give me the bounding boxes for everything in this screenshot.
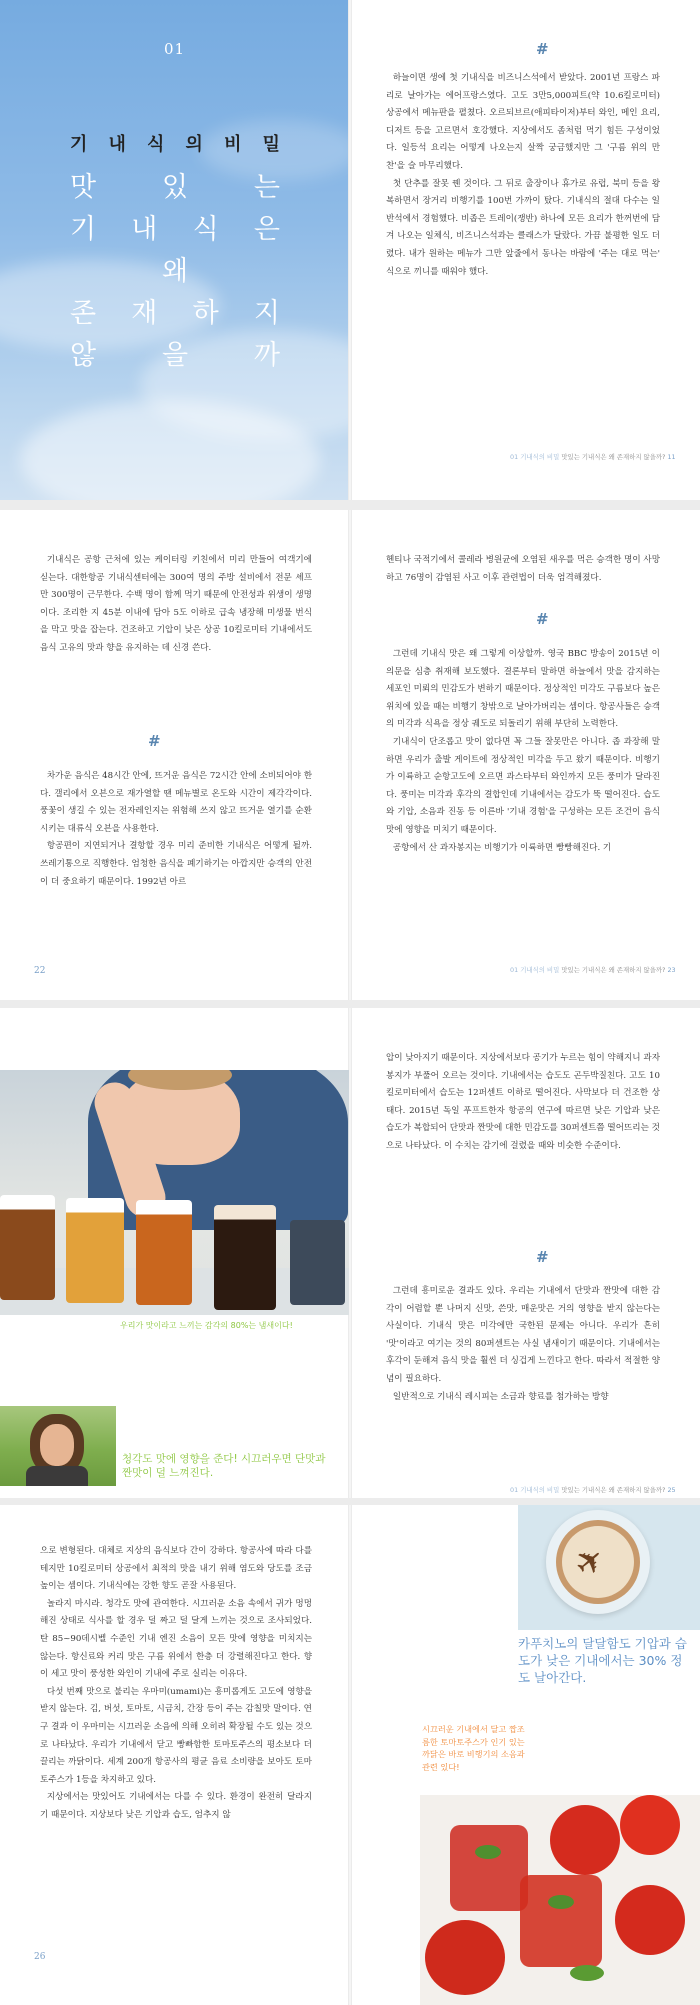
callout-tomato-juice: 시끄러운 기내에서 달고 짭조름한 토마토주스가 인기 있는 까닭은 바로 비행기의 소음과 관련 있다! (422, 1724, 525, 1772)
chapter-title-line: 존 재 하 지 (70, 298, 280, 329)
callout-cappuccino: 카푸치노의 달달함도 기압과 습도가 낮은 기내에서는 30% 정도 날아간다. (518, 1636, 687, 1685)
woman-covering-ears-photo (0, 1406, 116, 1486)
spread-4 (0, 1505, 700, 2005)
section-mark: # (536, 1248, 549, 1266)
photo-caption: 우리가 맛이라고 느끼는 감각의 80%는 냄새이다! (120, 1321, 293, 1330)
body-text: 그런데 흥미로운 결과도 있다. 우리는 기내에서 단맛과 짠맛에 대한 감각이 어렴할 뿐 나머지 신맛, 쓴맛, 매운맛은 거의 영향을 받지 않는다는 사실이다. 기내식 맛은 미각에만 국한된 문제는 아니다. 우리가 흔히 '맛'이라고 여기는 것의 80퍼센트는 사실 냄새이기 때문이다. 기내에서는 후각이 둔해져 음식 맛을 훨씬 더 싱겁게 느낀다고 한다. 따라서 적절한 양념이 필요하다. 일반적으로 기내식 레시피는 소금과 향료를 첨가하는 방향 (386, 1286, 660, 1402)
section-mark: # (148, 732, 161, 750)
running-footer: 01 기내식의 비밀 맛있는 기내식은 왜 존재하지 않을까? 25 (510, 1486, 676, 1494)
chapter-title-line: 기 내 식 은 (70, 214, 280, 245)
book-gutter (348, 1505, 352, 2005)
section-mark: # (536, 610, 549, 628)
beer-glass-orange (136, 1200, 192, 1305)
body-text: 압이 낮아지기 때문이다. 지상에서보다 공기가 누르는 힘이 약해지니 과자봉지가 부풀어 오르는 것이다. 기내에서는 습도도 곤두박질친다. 고도 10킬로미터에서 습도는 12퍼센트 이하로 떨어진다. 사막보다 더 건조한 상태다. 2015년 독일 푸프트한자 항공의 연구에 따르면 낮은 기압과 낮은 습도가 복합되어 단맛과 짠맛에 대한 민감도를 30퍼센트쯤 떨어뜨리는 것으로 나타났다. 이 수치는 감기에 걸렸을 때와 비슷한 수준이다. (386, 1053, 660, 1151)
tomato-juice-photo (420, 1795, 700, 2005)
body-text: 차가운 음식은 48시간 안에, 뜨거운 음식은 72시간 안에 소비되어야 한다. 갤리에서 오븐으로 재가열할 땐 메뉴별로 온도와 시간이 제각각이다. 풍꽃이 생길 수 있는 전자레인지는 위험해 쓰지 않고 뜨거운 열기를 순환시키는 대류식 오븐을 사용한다. 항공편이 지연되거나 결항할 경우 미리 준비한 기내식은 어떻게 될까. 쓰레기통으로 직행한다. 엄청한 음식을 폐기하기는 아깝지만 승객의 안전이 더 중요하기 때문이다. 1992년 아르 (40, 771, 312, 887)
pull-quote: 청각도 맛에 영향을 준다! 시끄러우면 단맛과 짠맛이 덜 느껴진다. (122, 1453, 326, 1479)
beer-glass-pale (66, 1198, 124, 1303)
chapter-title-line: 맛 있 는 (70, 172, 280, 203)
body-text: 기내식은 공항 근처에 있는 케이터링 키친에서 미리 만들어 여객기에 싣는다. 대한항공 기내식센터에는 300여 명의 주방 설비에서 전문 셰프만 300명이 근무한다. 수백 명이 함께 먹기 때문에 안전성과 위생이 생명이다. 조리한 지 45분 이내에 담아 5도 이하로 급속 냉장해 미생물 번식을 막고 맛을 잡는다. 건조하고 기압이 낮은 상공 10킬로미터 기내에서도 음식 고유의 맛과 향을 유지하는 데 신경 쓴다. (40, 555, 312, 653)
body-text: 으로 변형된다. 대체로 지상의 음식보다 간이 강하다. 항공사에 따라 다를 테지만 10킬로미터 상공에서 최적의 맛을 내기 위해 염도와 당도를 조금 높이는 셈이다. 기내식에는 강한 향도 곧잘 사용된다. 놀라지 마시라. 청각도 맛에 관여한다. 시끄러운 소음 속에서 귀가 멍멍해진 상태로 식사를 할 경우 덜 짜고 덜 달게 느끼는 것으로 조사되었다. 탄 85~90데시벨 수준인 기내 엔진 소음이 모든 맛에 영향을 미치지는 않는다. 항신료와 커리 맛은 구름 위에서 한층 더 강렬해진다고 한다. 향이 세고 맛이 풍성한 와인이 기내에 주로 실리는 이유다. 다섯 번째 맛으로 불리는 우마미(umami)는 흥미롭게도 고도에 영향을 받지 않는다. 김, 버섯, 토마토, 시금치, 간장 등이 주는 감칠맛 말이다. 연구 결과 이 우마미는 시끄러운 소음에 의해 오히려 확장될 수도 있는 것으로 나타났다. 우리가 기내에서 닫고 빵빠함한 토마토주스의 평소보다 더 끌리는 까닭이다. 세계 200개 항공사의 평균 음료 소비량을 보아도 토마토주스가 1등을 차지하고 있다. 지상에서는 맛있어도 기내에서는 다를 수 있다. 환경이 완전히 달라지기 때문이다. 지상보다 낮은 기압과 습도, 엄추지 않 (40, 1546, 312, 1820)
chapter-title-line: 왜 (161, 256, 189, 287)
chapter-number: 01 (163, 40, 186, 58)
spread-2 (0, 510, 700, 1000)
body-text: 하늘이면 생에 첫 기내식을 비즈니스석에서 받았다. 2001년 프랑스 파리로 날아가는 에어프랑스였다. 고도 3만5,000피트(약 10.6킬로미터) 상공에서 메뉴판을 펼쳤다. 오르되브르(애피타이저)부터 와인, 메인 요리, 디저트 등을 고르면서 호강했다. 지상에서도 좀처럼 먹기 힘든 구성이었다. 일등석 요리는 어떻게 나오는지 살짝 궁금했지만 그 '구름 위의 만찬'을 슬 마무리했다. 첫 단추를 잘못 꿴 것이다. 그 뒤로 출장이나 휴가로 유럽, 북미 등을 왕복하면서 장거리 비행기를 100번 가까이 탔다. 기내식의 절대 다수는 일반석에서 경험했다. 비좁은 트레이(쟁반) 하나에 모든 요리가 한꺼번에 담겨 나오는 일체식, 비즈니스석과는 클래스가 달랐다. 가끔 불평한 일도 더렸다. 내가 원하는 메뉴가 그만 앞줄에서 동나는 바람에 '주는 대로 먹는' 식으로 끼니를 때워야 했다. (386, 73, 660, 277)
body-text: 헨티나 국적기에서 콜레라 병원균에 오염된 새우를 먹은 승객한 명이 사망하고 76명이 감염된 사고 이후 관련법이 더욱 엄격해졌다. (386, 555, 660, 583)
cappuccino-photo (518, 1505, 700, 1630)
beer-tasting-photo (0, 1070, 349, 1315)
page-number: 26 (34, 1952, 46, 1962)
body-text: 그런데 기내식 맛은 왜 그렇게 이상할까. 영국 BBC 방송이 2015년 이 의문을 심층 취재해 보도했다. 결론부터 말하면 하늘에서 맛을 감지하는 세포인 미뢰의 민감도가 변하기 때문이다. 정상적인 미각도 구름보다 높은 위치에 있을 때는 비행기 창밖으로 날아가버리는 셈이다. 항공사들은 승객의 미각과 식욕을 정상 궤도로 되돌리기 위해 부단히 노력한다. 기내식이 단조롭고 맛이 없다면 꼭 그들 잘못만은 아니다. 좁 과장해 말하면 우리가 출발 게이트에 정상적인 미각을 두고 왔기 때문이다. 비행기가 이륙하고 순항고도에 오르면 과스타부터 와인까지 모든 풍미가 달라진다. 풍미는 미각과 후각의 결합인데 기내에서는 감도가 뚝 떨어진다. 습도와 기압, 소음과 진동 등 이른바 '기내 경험'을 구성하는 모든 조건이 음식 맛에 영향을 미치기 때문이다. 공항에서 산 과자봉지는 비행기가 이륙하면 빵빵해진다. 기 (386, 649, 660, 853)
running-footer: 01 기내식의 비밀 맛있는 기내식은 왜 존재하지 않을까? 23 (510, 966, 676, 974)
section-mark: # (536, 40, 549, 58)
beer-glass-dark (214, 1205, 276, 1310)
chapter-title-line: 않 을 까 (70, 340, 280, 371)
airplane-icon: ✈ (566, 1537, 615, 1587)
beer-glass-amber (0, 1195, 55, 1300)
page-number: 22 (34, 966, 46, 976)
running-footer: 01 기내식의 비밀 맛있는 기내식은 왜 존재하지 않을까? 11 (510, 453, 676, 461)
book-gutter (348, 0, 352, 500)
spread-1 (0, 0, 700, 500)
book-gutter (348, 510, 352, 1000)
spread-3 (0, 1008, 700, 1498)
chapter-kicker: 기 내 식 의 비 밀 (70, 134, 280, 155)
